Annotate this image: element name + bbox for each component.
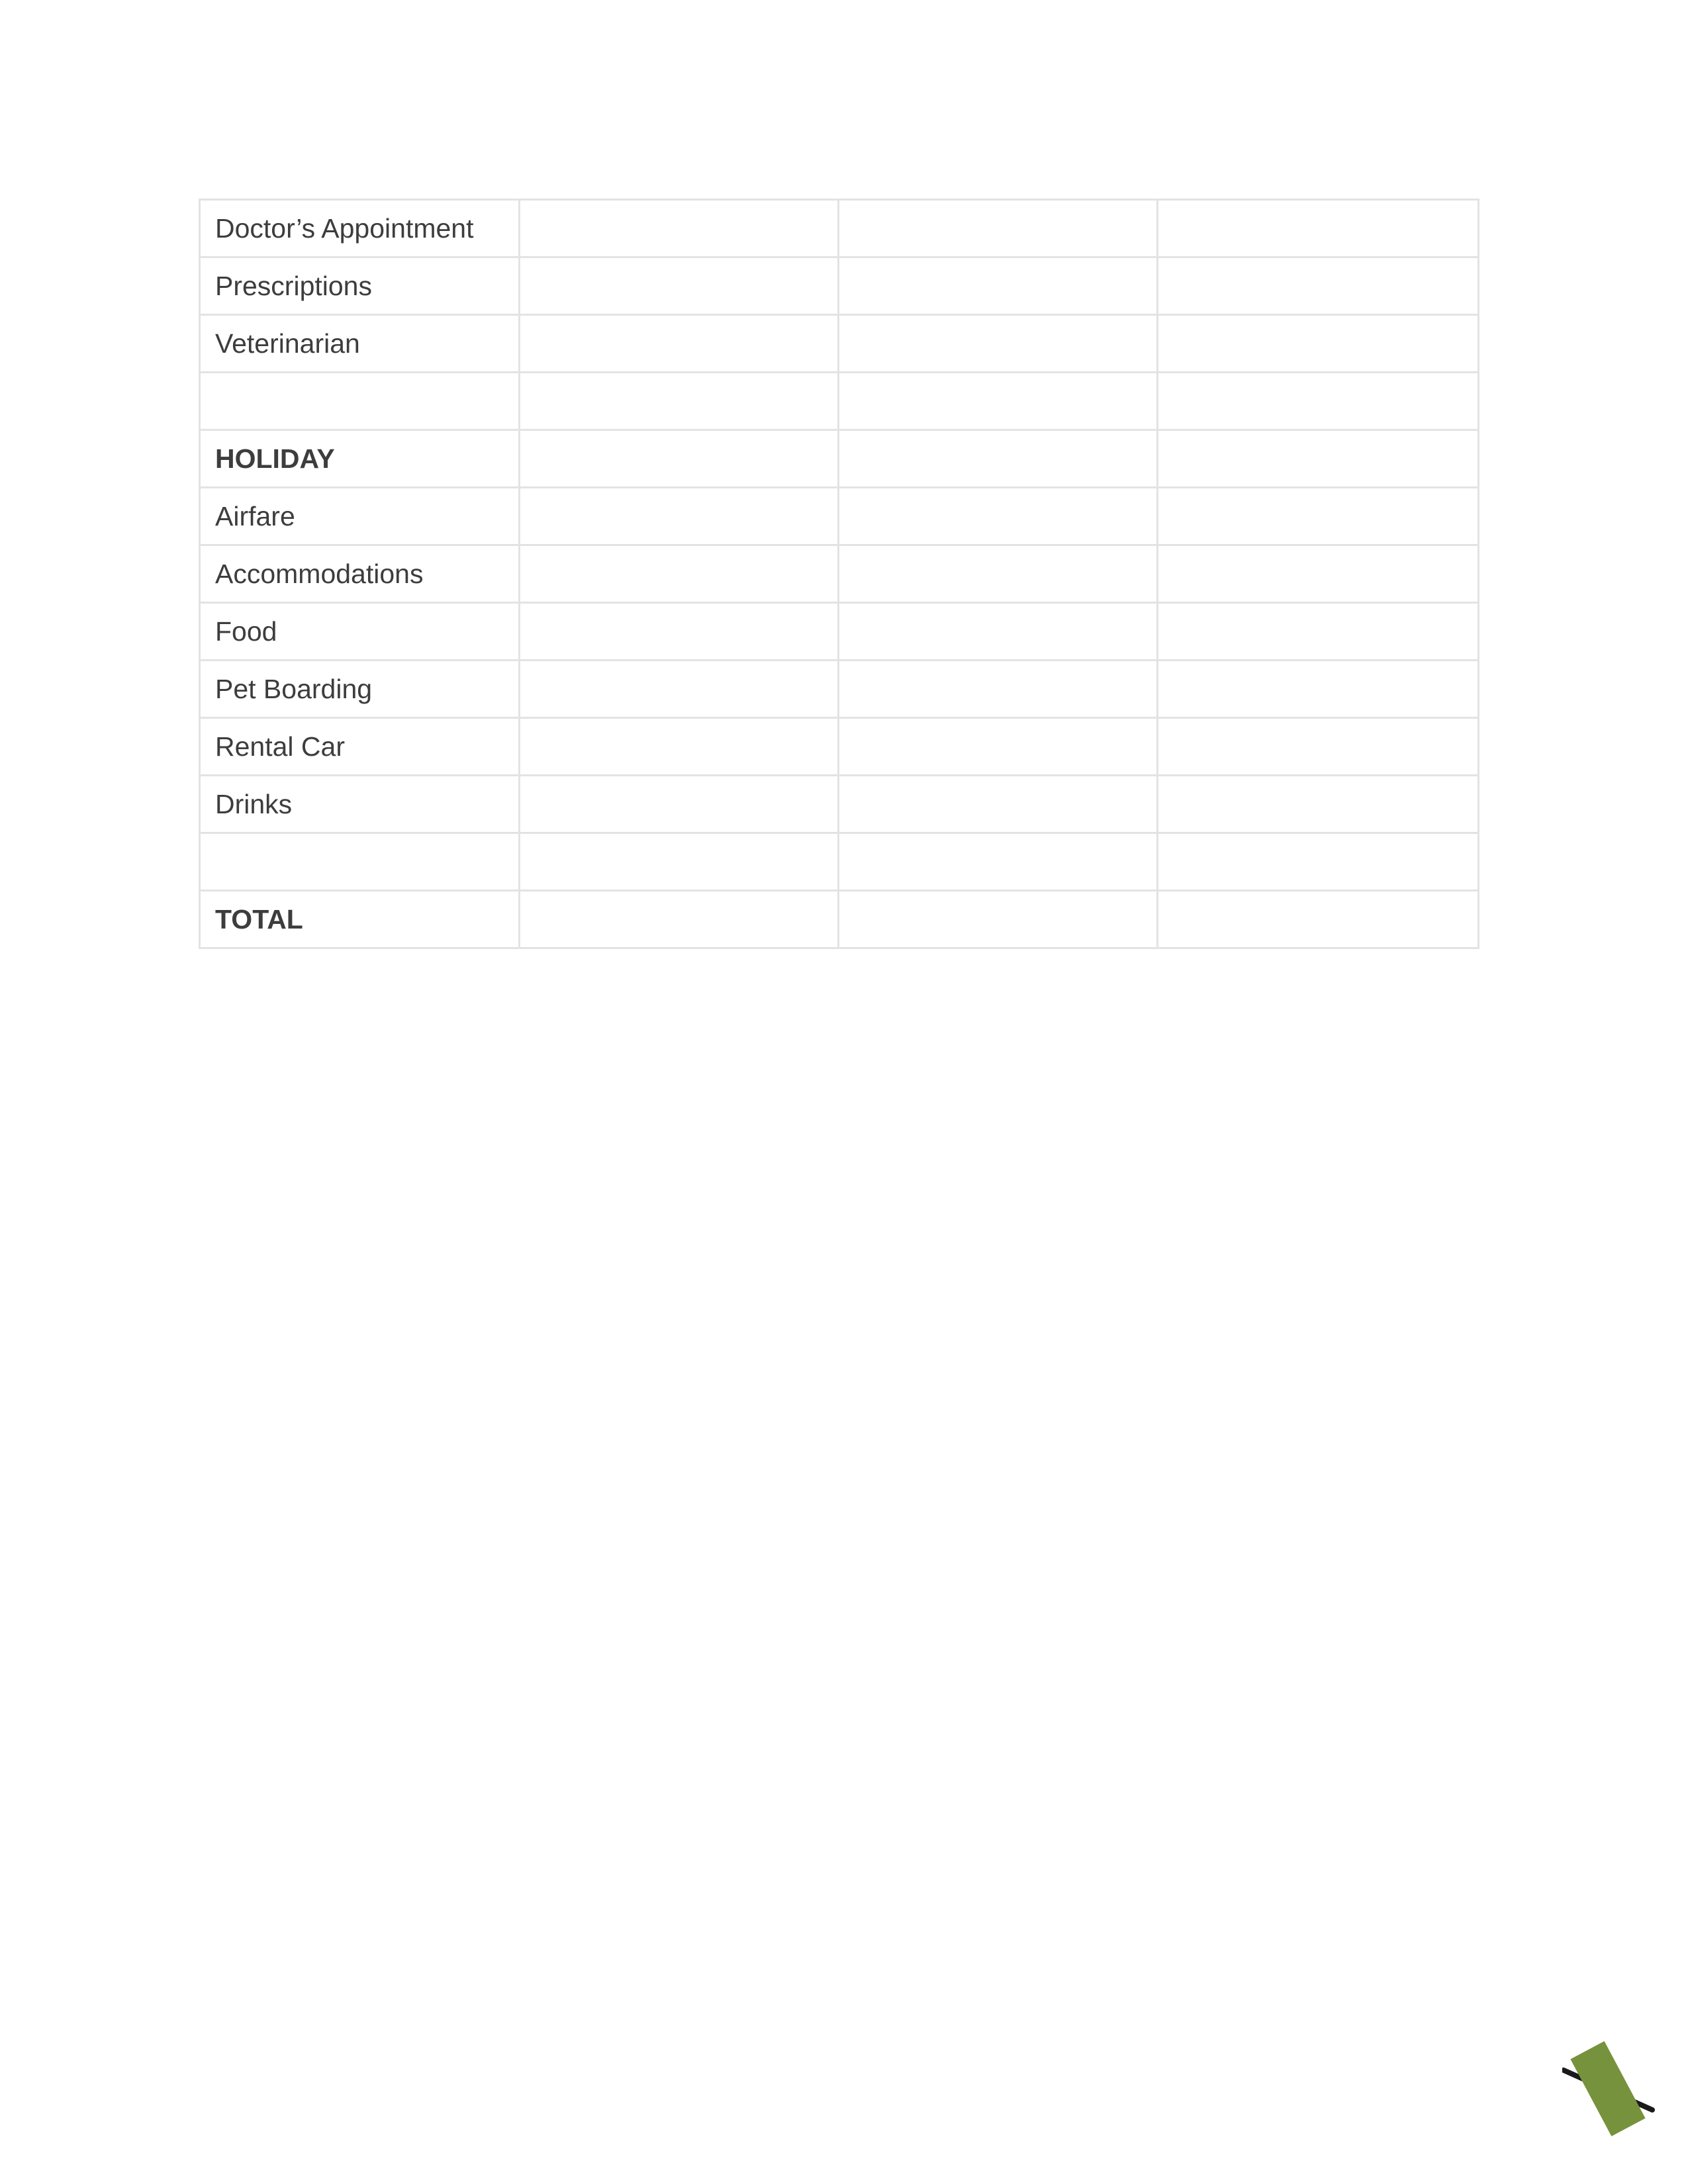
table-cell[interactable] xyxy=(839,603,1158,660)
table-cell[interactable] xyxy=(520,430,839,488)
section-heading: HOLIDAY xyxy=(200,430,520,488)
table-row xyxy=(200,660,1479,718)
table-cell[interactable] xyxy=(520,603,839,660)
row-label: Doctor’s Appointment xyxy=(200,200,520,257)
table-row xyxy=(200,891,1479,948)
table-cell[interactable] xyxy=(1158,315,1479,373)
row-label xyxy=(200,373,520,430)
table-cell[interactable] xyxy=(520,200,839,257)
table-cell[interactable] xyxy=(839,315,1158,373)
table-row xyxy=(200,776,1479,833)
table-cell[interactable] xyxy=(1158,200,1479,257)
table-cell[interactable] xyxy=(1158,660,1479,718)
row-label: Pet Boarding xyxy=(200,660,520,718)
table-cell[interactable] xyxy=(839,488,1158,545)
row-label: Accommodations xyxy=(200,545,520,603)
table-cell[interactable] xyxy=(839,373,1158,430)
table-cell[interactable] xyxy=(839,430,1158,488)
table-cell[interactable] xyxy=(520,373,839,430)
budget-table xyxy=(199,199,1479,949)
table-cell[interactable] xyxy=(1158,373,1479,430)
table-row xyxy=(200,315,1479,373)
tape-corner-icon xyxy=(1562,2038,1655,2144)
table-row xyxy=(200,488,1479,545)
table-row xyxy=(200,603,1479,660)
table-row xyxy=(200,430,1479,488)
table-cell[interactable] xyxy=(520,776,839,833)
row-label: Rental Car xyxy=(200,718,520,776)
tape-strip xyxy=(1570,2041,1645,2136)
table-cell[interactable] xyxy=(520,488,839,545)
table-cell[interactable] xyxy=(520,833,839,891)
table-cell[interactable] xyxy=(1158,545,1479,603)
row-label: Veterinarian xyxy=(200,315,520,373)
table-cell[interactable] xyxy=(1158,430,1479,488)
table-cell[interactable] xyxy=(1158,833,1479,891)
table-cell[interactable] xyxy=(839,200,1158,257)
row-label: Drinks xyxy=(200,776,520,833)
table-cell[interactable] xyxy=(839,257,1158,315)
table-cell[interactable] xyxy=(1158,257,1479,315)
table-cell[interactable] xyxy=(839,545,1158,603)
table-cell[interactable] xyxy=(520,545,839,603)
table-cell[interactable] xyxy=(839,891,1158,948)
table-cell[interactable] xyxy=(520,315,839,373)
row-label: Food xyxy=(200,603,520,660)
table-cell[interactable] xyxy=(1158,488,1479,545)
row-label: Airfare xyxy=(200,488,520,545)
table-cell[interactable] xyxy=(1158,776,1479,833)
table-cell[interactable] xyxy=(1158,718,1479,776)
table-cell[interactable] xyxy=(520,257,839,315)
table-cell[interactable] xyxy=(1158,603,1479,660)
table-cell[interactable] xyxy=(839,776,1158,833)
table-cell[interactable] xyxy=(839,718,1158,776)
total-label: TOTAL xyxy=(200,891,520,948)
table-cell[interactable] xyxy=(520,718,839,776)
table-row xyxy=(200,373,1479,430)
row-label xyxy=(200,833,520,891)
table-row xyxy=(200,718,1479,776)
table-row xyxy=(200,257,1479,315)
table-row xyxy=(200,200,1479,257)
table-row xyxy=(200,833,1479,891)
table-cell[interactable] xyxy=(1158,891,1479,948)
table-cell[interactable] xyxy=(839,660,1158,718)
table-cell[interactable] xyxy=(839,833,1158,891)
row-label: Prescriptions xyxy=(200,257,520,315)
table-cell[interactable] xyxy=(520,891,839,948)
table-cell[interactable] xyxy=(520,660,839,718)
table-row xyxy=(200,545,1479,603)
